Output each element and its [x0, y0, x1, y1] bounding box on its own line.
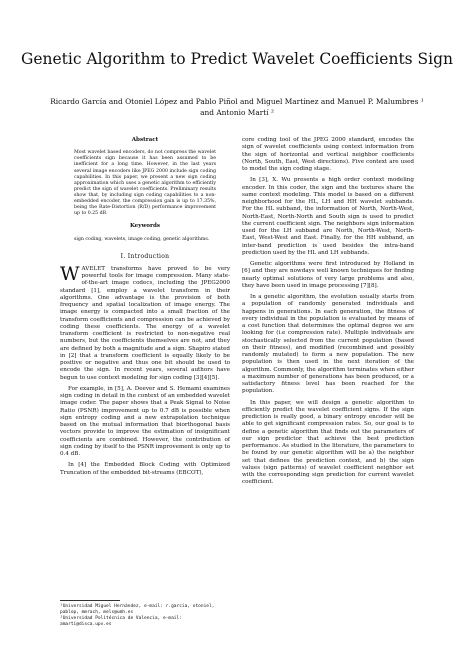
intro-paragraph-1 — [60, 262, 230, 382]
footnote-1: ¹Universidad Miguel Hernández, e-mail: r.garcia, otoniel, pablop, mmrach, mels@umh.es — [60, 604, 215, 615]
left-column — [60, 137, 230, 481]
keywords-text: sign coding, wavelets, image coding, genetic algorithms. — [74, 236, 210, 242]
right-paragraph-5: In this paper, we will design a genetic algorithm to efficiently predict the wavelet coefficient signs. If the sign prediction is really good, a binary entropy encoder will be able to get significant compression rates. So, our goal is to define a genetic algorithm that finds out the parameters of our sign predictor that achieve the best prediction performance. As studied in the literature, the parameters to be found by our genetic algorithm will be a) the neighbor set that defines the prediction context, and b) the sign values (sign patterns) of wavelet coefficient neighbor set with the corresponding sign prediction for current wavelet coefficient. — [242, 399, 414, 486]
intro-paragraph-1-text: AVELET transforms have proved to be very powerful tools for image compression. Many state-of-the-art image codecs, including the JPEG2000 standard [1], employ a wavelet transform in their algorithms. One advantage is the provision of both frequency and spatial localization of image energy. The image energy is compacted into a small fraction of the transform coefficients and compression can be achieved by coding these coefficients. The energy of a wavelet transform coefficient is restricted to non-negative real numbers, but the coefficients themselves are not, and they are defined by both a magnitude and a sign. Shapiro stated in [2] that a transform coefficient is equally likely to be positive or negative and thus one bit should be used to encode the sign. In recent years, several authors have begun to use context modeling for sign coding [3][4][5]. — [60, 265, 230, 381]
footnotes — [60, 600, 230, 628]
footnote-2: ²Universidad Politécnica de Valencia, e-mail: amarti@disca.upv.es — [60, 616, 182, 627]
keywords-heading: Keywords — [129, 223, 161, 230]
right-paragraph-4: In a genetic algorithm, the evolution usually starts from a population of randomly generated individuals and happens in generations. In each generation, the fitness of every individual in the population is evaluated by means of a cost function that determines the optimal degree we are looking for (i.e compression rate). Multiple individuals are stochastically selected from the current population (based on their fitness), and modified (recombined and possibly randomly mutated) to form a new population. The new population is then used in the next iteration of the algorithm. Commonly, the algorithm terminates when either a maximum number of generations has been produced, or a satisfactory fitness level has been reached for the population. — [242, 294, 414, 395]
intro-paragraph-2: For example, in [5], A. Deever and S. Hemami examines sign coding in detail in the context of an embedded wavelet image coder. The paper shows that a Peak Signal to Noise Ratio (PSNR) improvement up to 0.7 dB is possible when sign entropy coding and a new extrapolation technique based on the mutual information that biorthogonal basis vectors provide to improve the estimation of insignificant coefficients are combined. However, the contribution of sign coding by itself to the PSNR improvement is only up to 0.4 dB. — [60, 385, 230, 458]
right-paragraph-3: Genetic algorithms were first introduced by Holland in [6] and they are nowdays well known techniques for finding nearly optimal solutions of very large problems and also, they have been used in image processing [7][8]. — [242, 261, 414, 289]
footnote-rule — [60, 600, 120, 601]
paper-title: Genetic Algorithm to Predict Wavelet Coefficients Sign — [20, 50, 454, 68]
author-list: Ricardo García and Otoniel López and Pablo Piñol and Miguel Martínez and Manuel P. Malumbres ¹ and Antonio Martí ² — [50, 97, 424, 117]
right-paragraph-2: In [3], X. Wu presents a high order context modeling encoder. In this coder, the sign and the textures share the same context modeling. This model is based on a different neighborhood for the HL, LH and HH wavelet subbands. For the HL subband, the information of North, North-West, North-East, North-North and South sign is used to predict the current coefficient sign. The neighbors sign information used for the LH subband are North, North-West, North-East, West-West and East. Finally, for the HH subband, an inter-band prediction is used besides the intra-band prediction used by the HL and LH subbands. — [242, 177, 414, 256]
abstract-heading: Abstract — [131, 137, 159, 143]
drop-cap: W — [60, 262, 80, 285]
right-column — [242, 137, 414, 491]
abstract-text: Most wavelet based encoders, do not compress the wavelet coefficients sign because it has been assumed to be inefficient for a long time. However, in the last years several image encoders like JPEG 2000 include sign coding capabilities. In this paper, we present a new sign coding approximation which uses a genetic algorithm to efficiently predict the sign of wavelet coefficients. Preliminary results show that, by including sign coding capabilities to a non-embedded encoder, the compression gain is up to 17.35%, being the Rate-Distortion (R/D) performance improvement up to 0.25 dB. — [74, 150, 216, 217]
section-heading-introduction: I. Introduction — [120, 252, 170, 260]
right-paragraph-1: core coding tool of the JPEG 2000 standard, encodes the sign of wavelet coefficients using context information from the sign of horizontal and vertical neighbor coefficients (North, South, East, West directions). Five context are used to model the sign coding stage. — [242, 137, 414, 172]
intro-paragraph-3: In [4] the Embedded Block Coding with Optimized Truncation of the embedded bit-streams (EBCOT), — [60, 462, 230, 476]
